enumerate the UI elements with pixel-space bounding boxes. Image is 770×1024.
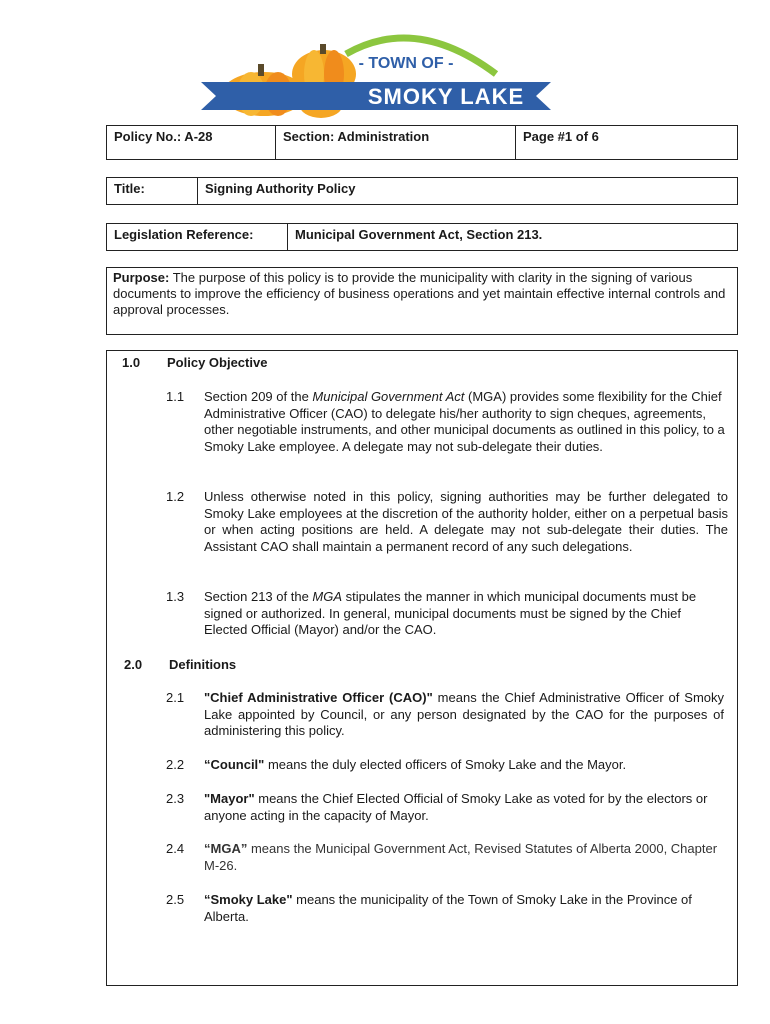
def-2-5-text [204,892,728,925]
def-2-2-text [204,757,724,774]
item-1-1-italic: Municipal Government Act [312,389,465,404]
item-1-1-pre: Section 209 of the [204,389,313,404]
item-1-3-post: stipulates the manner in which municipal documents must be signed or authorized. In general, municipal documents must be signed by the Chief Elected Official (Mayor) and/or the CAO. [204,589,697,637]
def-2-2-number: 2.2 [166,757,185,772]
item-1-3-pre: Section 213 of the [204,589,313,604]
def-2-3-term: "Mayor" [204,791,255,806]
def-2-2-body: means the duly elected officers of Smoky Lake and the Mayor. [264,757,627,772]
header-row [106,125,738,160]
logo-line2: SMOKY LAKE [367,84,525,109]
section-1-number: 1.0 [122,355,141,370]
item-1-3-number: 1.3 [166,589,185,604]
item-1-1-post: (MGA) provides some flexibility for the Chief Administrative Officer (CAO) to delegate his/her authority to sign cheques, agreements, other negotiable instruments, and other municipal documents as outlined in this policy, to a Smoky Lake employee. A delegate may not sub-delegate their duties. [204,389,725,454]
section-2-number: 2.0 [124,657,143,672]
def-2-3-body: means the Chief Elected Official of Smoky Lake as voted for by the electors or anyone acting in the capacity of Mayor. [204,791,708,823]
def-2-1-number: 2.1 [166,690,185,705]
def-2-5-term: “Smoky Lake" [204,892,293,907]
section-label: Section: Administration [275,126,515,159]
legislation-value: Municipal Government Act, Section 213. [287,224,737,250]
def-2-4-term: “MGA” [204,841,248,856]
item-1-1-text [204,389,728,455]
item-1-2-text: Unless otherwise noted in this policy, signing authorities may be further delegated to Smoky Lake employees at the discretion of the authority holder, either on a perpetual basis or when acting positions are held. A delegate may not sub-delegate their duties. The Assistant CAO shall maintain a permanent record of any such delegations. [204,489,728,554]
policy-number: Policy No.: A-28 [114,129,213,144]
logo-line1: - TOWN OF - [358,55,454,72]
item-1-1-number: 1.1 [166,389,185,404]
legislation-row [106,223,738,251]
page-number: Page #1 of 6 [515,126,737,159]
legislation-label: Legislation Reference: [114,227,254,242]
def-2-1-term: "Chief Administrative Officer (CAO)" [204,690,433,705]
purpose-label: Purpose: [113,270,170,285]
def-2-4-number: 2.4 [166,841,185,856]
town-logo [196,24,556,120]
section-1-title: Policy Objective [167,355,268,370]
item-1-3-italic: MGA [312,589,343,604]
title-label: Title: [114,181,145,196]
def-2-2-term: “Council" [204,757,265,772]
title-row [106,177,738,205]
def-2-4-body: means the Municipal Government Act, Revised Statutes of Alberta 2000, Chapter M-26. [204,841,718,873]
def-2-3-text [204,791,728,824]
item-1-2-number: 1.2 [166,489,185,504]
title-value: Signing Authority Policy [197,178,737,204]
item-1-3-text [204,589,724,639]
def-2-5-number: 2.5 [166,892,185,907]
purpose-text: The purpose of this policy is to provide the municipality with clarity in the signing of various documents to improve the efficiency of business operations and yet maintain effective internal controls and approval processes. [113,270,726,317]
def-2-4-text [204,841,724,874]
def-2-1-body: means the Chief Administrative Officer of Smoky Lake appointed by Council, or any person designated by the CAO for the purposes of administering this policy. [204,690,725,738]
purpose-box [106,267,738,335]
def-2-3-number: 2.3 [166,791,185,806]
def-2-1-text [204,690,724,740]
def-2-5-body: means the municipality of the Town of Smoky Lake in the Province of Alberta. [204,892,692,924]
section-2-title: Definitions [169,657,237,672]
